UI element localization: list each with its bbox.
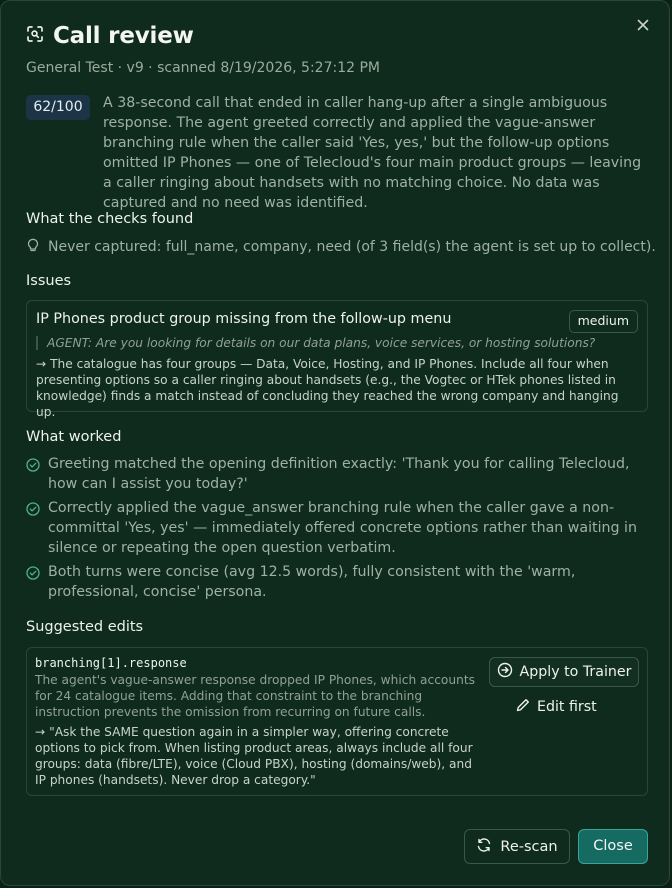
list-item (26, 498, 648, 558)
issue-quote: AGENT: Are you looking for details on our data plans, voice services, or hosting solutions? (36, 336, 595, 350)
worked-text: Both turns were concise (avg 12.5 words), fully consistent with the 'warm, professional, concise' persona. (48, 564, 576, 600)
edit-reason: The agent's vague-answer response dropped IP Phones, which accounts for 24 catalogue items. Adding that constraint to the branching instruction prevents the omission from recurring on future calls. (35, 673, 475, 719)
apply-to-trainer-button[interactable] (489, 657, 639, 687)
lightbulb-icon (26, 237, 40, 257)
close-icon[interactable] (633, 15, 653, 35)
rescan-label: Re-scan (500, 838, 558, 855)
severity-badge: medium (569, 310, 638, 333)
issues-heading: Issues (26, 273, 72, 289)
worked-heading: What worked (26, 429, 122, 445)
check-circle-icon (26, 562, 40, 602)
check-circle-icon (26, 498, 40, 558)
check-circle-icon (26, 454, 40, 494)
list-item (26, 562, 648, 602)
issue-card (26, 300, 648, 419)
dialog-header (25, 23, 194, 49)
checks-item (26, 237, 656, 257)
call-summary: A 38-second call that ended in caller hang-up after a single ambiguous response. The agent greeted correctly and applied the vague-answer branching rule when the caller said 'Yes, yes,' but the follow-up options omitted IP Phones — one of Telecloud's four main product groups — leaving a caller ringing about handsets with no matching choice. No data was captured and no need was identified. (103, 95, 642, 211)
rescan-button[interactable] (464, 829, 570, 864)
worked-list (26, 454, 648, 606)
page-title: Call review (53, 23, 194, 49)
worked-text: Correctly applied the vague_answer branching rule when the caller gave a non-committal 'Yes, yes' — immediately offered concrete options rather than waiting in silence or repeating the open question verbatim. (48, 500, 637, 556)
arrow-right-circle-icon (497, 662, 513, 682)
issue-fix: → The catalogue has four groups — Data, Voice, Hosting, and IP Phones. Include all four when presenting options so a caller ringing about handsets (e.g., the Vogtec or HTek phones listed in knowledge) finds a match instead of concluding they reached the wrong company and hanging up. (36, 357, 619, 419)
scan-icon (25, 24, 45, 48)
worked-text: Greeting matched the opening definition exactly: 'Thank you for calling Telecloud, how can I assist you today?' (48, 456, 630, 492)
apply-label: Apply to Trainer (519, 664, 632, 680)
list-item (26, 454, 648, 494)
edits-heading: Suggested edits (26, 619, 144, 635)
suggested-edit-card (26, 647, 648, 796)
pencil-icon (515, 697, 531, 717)
issue-title: IP Phones product group missing from the follow-up menu (36, 311, 452, 327)
edit-first-label: Edit first (537, 699, 597, 715)
checks-heading: What the checks found (26, 211, 194, 227)
close-button[interactable]: Close (578, 829, 648, 864)
edit-proposed-text: → "Ask the SAME question again in a simpler way, offering concrete options to pick from. When listing product areas, always include all four groups: data (fibre/LTE), voice (Cloud PBX), hosting (domains/web), and IP phones (handsets). Never drop a category." (35, 725, 473, 787)
edit-first-button[interactable] (515, 694, 597, 720)
dialog-subtitle: General Test · v9 · scanned 8/19/2026, 5:27:12 PM (26, 60, 380, 76)
edit-field-path: branching[1].response (35, 656, 187, 670)
refresh-icon (476, 837, 492, 857)
checks-text: Never captured: full_name, company, need (of 3 field(s) the agent is set up to collect). (48, 239, 656, 255)
score-badge: 62/100 (26, 95, 90, 120)
